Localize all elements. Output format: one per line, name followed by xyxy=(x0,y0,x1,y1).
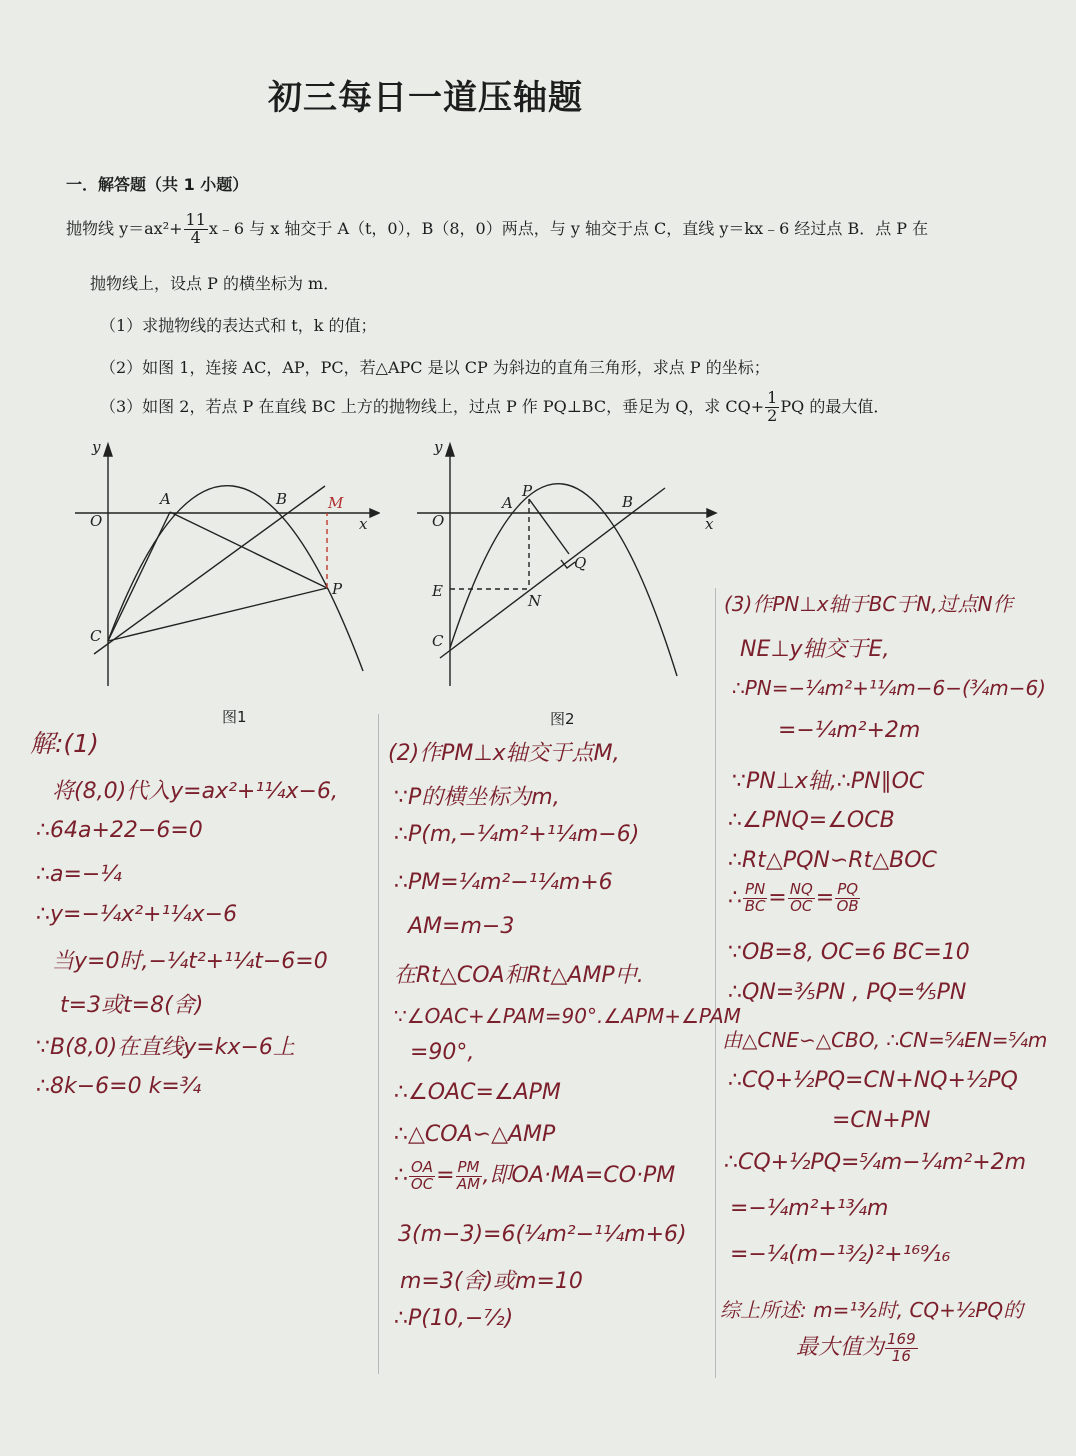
segment-pc xyxy=(108,588,327,641)
solution-2-line: ∵P的横坐标为m, xyxy=(394,785,560,810)
solution-3-line: =−¼m²+2m xyxy=(778,718,921,743)
solution-1-line: ∴a=−¼ xyxy=(36,862,122,887)
figure-1 xyxy=(70,436,380,696)
equals-sign: = xyxy=(768,885,787,911)
section-heading: 一．解答题（共 1 小题） xyxy=(66,175,249,194)
label-q: Q xyxy=(574,554,587,572)
solution-2-line: ∴PM=¼m²−¹¹⁄₄m+6 xyxy=(394,870,613,895)
fraction-denominator: OC xyxy=(790,896,813,915)
fraction-denominator: OB xyxy=(836,896,859,915)
label-c: C xyxy=(90,627,102,645)
fraction-numerator: PN xyxy=(745,880,766,898)
column-divider xyxy=(378,714,379,1374)
solution-1-line: 当y=0时,−¼t²+¹¹⁄₄t−6=0 xyxy=(52,949,328,974)
solution-1-line: t=3或t=8(舍) xyxy=(60,993,204,1018)
solution-3-line: ∴CQ+½PQ=⁵⁄₄m−¼m²+2m xyxy=(724,1150,1027,1175)
figure-2-caption: 图2 xyxy=(550,710,575,728)
label-a: A xyxy=(502,494,513,512)
therefore-sign: ∴ xyxy=(728,885,742,911)
solution-3-line: 由△CNE∽△CBO, ∴CN=⁵⁄₄EN=⁵⁄₄m xyxy=(722,1028,1048,1052)
figure-1-caption: 图1 xyxy=(222,708,247,726)
fraction-denominator: 4 xyxy=(190,227,201,247)
solution-2-line: ∵∠OAC+∠PAM=90°.∠APM+∠PAM xyxy=(394,1004,741,1028)
solution-2-line: ∴∠OAC=∠APM xyxy=(394,1080,561,1105)
problem-line-1 xyxy=(66,212,928,247)
label-b: B xyxy=(276,490,288,508)
solution-1-line: ∴64a+22−6=0 xyxy=(36,818,203,843)
solution-3-line: ∴CQ+½PQ=CN+NQ+½PQ xyxy=(728,1068,1018,1093)
label-p: P xyxy=(332,580,343,598)
solution-2-line: 在Rt△COA和Rt△AMP中. xyxy=(394,963,644,988)
solution-1-line: ∴y=−¼x²+¹¹⁄₄x−6 xyxy=(36,902,238,927)
segment-pq xyxy=(529,499,569,554)
solution-2-line: 3(m−3)=6(¼m²−¹¹⁄₄m+6) xyxy=(398,1222,687,1247)
solution-3-line: (3)作PN⊥x轴于BC于N,过点N作 xyxy=(724,592,1013,616)
solution-3-line: =−¼m²+¹³⁄₄m xyxy=(730,1196,889,1221)
solution-3-line: ∴Rt△PQN∽Rt△BOC xyxy=(728,848,937,873)
solution-2-line: ∴P(m,−¼m²+¹¹⁄₄m−6) xyxy=(394,822,640,847)
solution-3-conclusion xyxy=(796,1330,919,1364)
solution-2-line: m=3(舍)或m=10 xyxy=(400,1269,583,1294)
solution-2-line xyxy=(394,1158,675,1192)
solution-3-line: ∵PN⊥x轴,∴PN∥OC xyxy=(732,769,925,794)
column-divider xyxy=(715,588,716,1378)
y-axis-arrow xyxy=(446,444,454,456)
label-y: y xyxy=(434,438,443,456)
label-x: x xyxy=(705,515,714,533)
solution-1-line: 解:(1) xyxy=(30,729,99,758)
fraction xyxy=(184,212,208,247)
segment-ap xyxy=(170,512,327,588)
label-y: y xyxy=(92,438,101,456)
solution-3-line: 综上所述: m=¹³⁄₂时, CQ+½PQ的 xyxy=(720,1298,1024,1322)
label-p: P xyxy=(522,482,533,500)
solution-2-line: AM=m−3 xyxy=(408,914,515,939)
label-e: E xyxy=(432,582,443,600)
fraction-denominator: BC xyxy=(744,896,766,915)
solution-1-line: 将(8,0)代入y=ax²+¹¹⁄₄x−6, xyxy=(52,779,338,804)
therefore-sign: ∴ xyxy=(394,1163,408,1188)
fraction xyxy=(743,882,767,915)
question-1: （1）求抛物线的表达式和 t，k 的值； xyxy=(100,316,377,335)
x-axis-arrow xyxy=(370,509,379,517)
fraction xyxy=(885,1329,918,1365)
fraction-numerator: PQ xyxy=(837,880,859,898)
label-n: N xyxy=(528,592,542,610)
solution-3-line: NE⊥y轴交于E, xyxy=(740,637,890,662)
solution-3-line: ∵OB=8, OC=6 BC=10 xyxy=(728,940,970,965)
fraction xyxy=(456,1157,482,1193)
label-c: C xyxy=(432,632,444,650)
fraction-denominator: OC xyxy=(410,1174,434,1193)
label-o: O xyxy=(432,512,445,530)
solution-3-line: =CN+PN xyxy=(832,1108,931,1133)
fraction xyxy=(765,390,779,425)
solution-3-line: ∴∠PNQ=∠OCB xyxy=(728,808,895,833)
problem-text: 抛物线 y＝ax²+ xyxy=(66,218,183,238)
solution-3-line xyxy=(728,882,861,915)
solution-text: ,即OA·MA=CO·PM xyxy=(482,1163,676,1188)
fraction xyxy=(788,882,815,915)
solution-2-line: ∴P(10,−⁷⁄₂) xyxy=(394,1306,514,1331)
fraction-numerator: PM xyxy=(457,1157,480,1176)
fraction-numerator: 11 xyxy=(185,210,206,229)
solution-2-line: ∴△COA∽△AMP xyxy=(394,1122,556,1147)
solution-2-line: =90°, xyxy=(410,1040,475,1065)
solution-3-line: ∴PN=−¼m²+¹¹⁄₄m−6−(¾m−6) xyxy=(732,676,1046,700)
solution-1-line: ∵B(8,0)在直线y=kx−6上 xyxy=(36,1035,295,1060)
label-a: A xyxy=(160,490,171,508)
fraction-numerator: 169 xyxy=(887,1329,916,1348)
y-axis-arrow xyxy=(104,444,112,456)
equals-sign: = xyxy=(436,1163,455,1188)
fraction-numerator: NQ xyxy=(789,880,813,898)
label-b: B xyxy=(622,493,634,511)
equals-sign: = xyxy=(815,885,835,911)
fraction-denominator: 16 xyxy=(891,1346,911,1365)
question-2: （2）如图 1，连接 AC，AP，PC，若△APC 是以 CP 为斜边的直角三角形，求点 P 的坐标； xyxy=(100,358,770,377)
solution-3-line: =−¼(m−¹³⁄₂)²+¹⁶⁹⁄₁₆ xyxy=(730,1242,951,1267)
solution-1-line: ∴8k−6=0 k=¾ xyxy=(36,1074,202,1099)
fraction xyxy=(835,882,860,915)
fraction-numerator: 1 xyxy=(767,388,778,407)
question-3-text: （3）如图 2，若点 P 在直线 BC 上方的抛物线上，过点 P 作 PQ⊥BC，垂足为 Q，求 CQ+ xyxy=(100,396,765,416)
solution-text: 最大值为 xyxy=(796,1335,885,1360)
problem-line-2: 抛物线上，设点 P 的横坐标为 m． xyxy=(90,274,340,293)
problem-text: x﹣6 与 x 轴交于 A（t，0），B（8，0）两点，与 y 轴交于点 C，直线 y＝kx﹣6 经过点 B．点 P 在 xyxy=(208,218,929,238)
fraction-numerator: OA xyxy=(411,1157,434,1176)
figure-2 xyxy=(412,436,722,696)
fraction-denominator: AM xyxy=(456,1174,481,1193)
label-o: O xyxy=(90,512,103,530)
question-3-text: PQ 的最大值． xyxy=(780,396,890,416)
fraction xyxy=(409,1157,435,1193)
solution-3-line: ∴QN=⅗PN , PQ=⅘PN xyxy=(728,980,967,1005)
fraction-denominator: 2 xyxy=(767,405,778,425)
label-x: x xyxy=(359,515,368,533)
question-3 xyxy=(100,390,889,425)
solution-2-line: (2)作PM⊥x轴交于点M, xyxy=(388,741,620,766)
page-title: 初三每日一道压轴题 xyxy=(268,78,583,118)
label-m: M xyxy=(328,494,344,512)
